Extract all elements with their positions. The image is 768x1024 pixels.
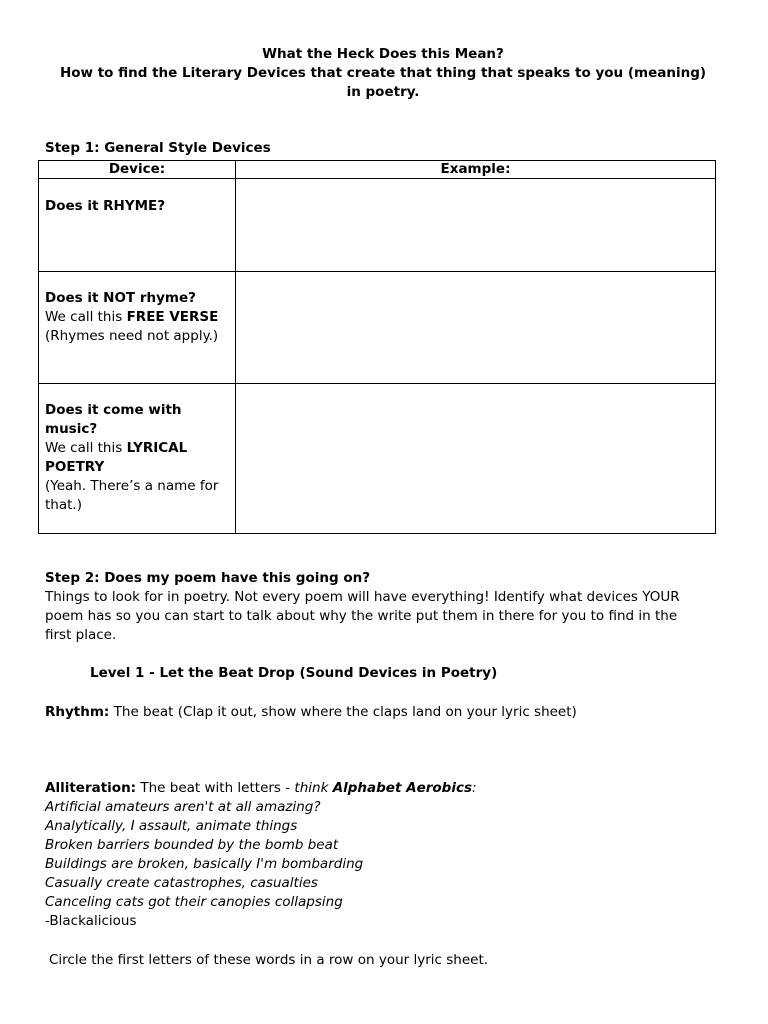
example-cell-free-verse [236, 272, 716, 384]
level1-heading: Level 1 - Let the Beat Drop (Sound Devices in Poetry) [90, 665, 498, 681]
lyrical-term-line-2: POETRY [45, 459, 105, 475]
example-column-header: Example: [236, 161, 716, 179]
rhythm-definition [45, 703, 577, 722]
step1-heading: Step 1: General Style Devices [45, 140, 271, 156]
lyrical-question-line-1: Does it come with [45, 402, 182, 418]
free-verse-definition: We call this FREE VERSE [45, 309, 219, 325]
alliteration-section [45, 779, 735, 931]
free-verse-note: (Rhymes need not apply.) [45, 328, 219, 344]
device-column-header: Device: [39, 161, 236, 179]
alliteration-label: Alliteration: [45, 780, 137, 796]
lyrical-question-line-2: music? [45, 421, 98, 437]
lyrical-note-line-1: (Yeah. There’s a name for [45, 478, 219, 494]
step2-heading: Step 2: Does my poem have this going on? [45, 570, 371, 586]
device-cell-lyrical [39, 384, 236, 534]
lyric-line: Artificial amateurs aren't at all amazing? [45, 799, 321, 815]
device-cell-rhyme [39, 179, 236, 272]
lyrical-term-line-1: LYRICAL [126, 440, 188, 456]
step2-body-line-2: poem has so you can start to talk about why the write put them in there for you to find in the [45, 608, 678, 624]
lyric-line: Canceling cats got their canopies collapsing [45, 894, 343, 910]
device-cell-free-verse [39, 272, 236, 384]
example-cell-lyrical [236, 384, 716, 534]
lyric-line: Analytically, I assault, animate things [45, 818, 298, 834]
alphabet-aerobics-title: Alphabet Aerobics [332, 780, 472, 796]
rhythm-label: Rhythm: [45, 704, 110, 720]
title-line-1: What the Heck Does this Mean? [262, 46, 504, 62]
title-line-3: in poetry. [346, 84, 420, 100]
lyric-line: Casually create catastrophes, casualties [45, 875, 318, 891]
rhythm-text: The beat (Clap it out, show where the claps land on your lyric sheet) [109, 704, 577, 720]
step2-section [45, 569, 735, 645]
free-verse-term: FREE VERSE [126, 309, 219, 325]
table-header-row [39, 161, 716, 179]
devices-table [38, 160, 716, 534]
alliteration-instruction: Circle the first letters of these words in a row on your lyric sheet. [49, 952, 489, 968]
table-row [39, 179, 716, 272]
page-title [40, 45, 726, 102]
title-line-2: How to find the Literary Devices that create that thing that speaks to you (meaning) [59, 65, 707, 81]
step2-body-line-3: first place. [45, 627, 117, 643]
alliteration-definition: Alliteration: The beat with letters - think Alphabet Aerobics: [45, 780, 477, 796]
lyric-line: Buildings are broken, basically I'm bombarding [45, 856, 364, 872]
rhyme-question: Does it RHYME? [45, 198, 166, 214]
example-cell-rhyme [236, 179, 716, 272]
lyrical-note-line-2: that.) [45, 497, 82, 513]
lyrical-definition: We call this LYRICAL [45, 440, 188, 456]
lyric-credit: -Blackalicious [45, 913, 137, 929]
step2-body-line-1: Things to look for in poetry. Not every poem will have everything! Identify what devices YOUR [45, 589, 680, 605]
table-row [39, 272, 716, 384]
lyric-line: Broken barriers bounded by the bomb beat [45, 837, 339, 853]
free-verse-question: Does it NOT rhyme? [45, 290, 196, 306]
table-row [39, 384, 716, 534]
